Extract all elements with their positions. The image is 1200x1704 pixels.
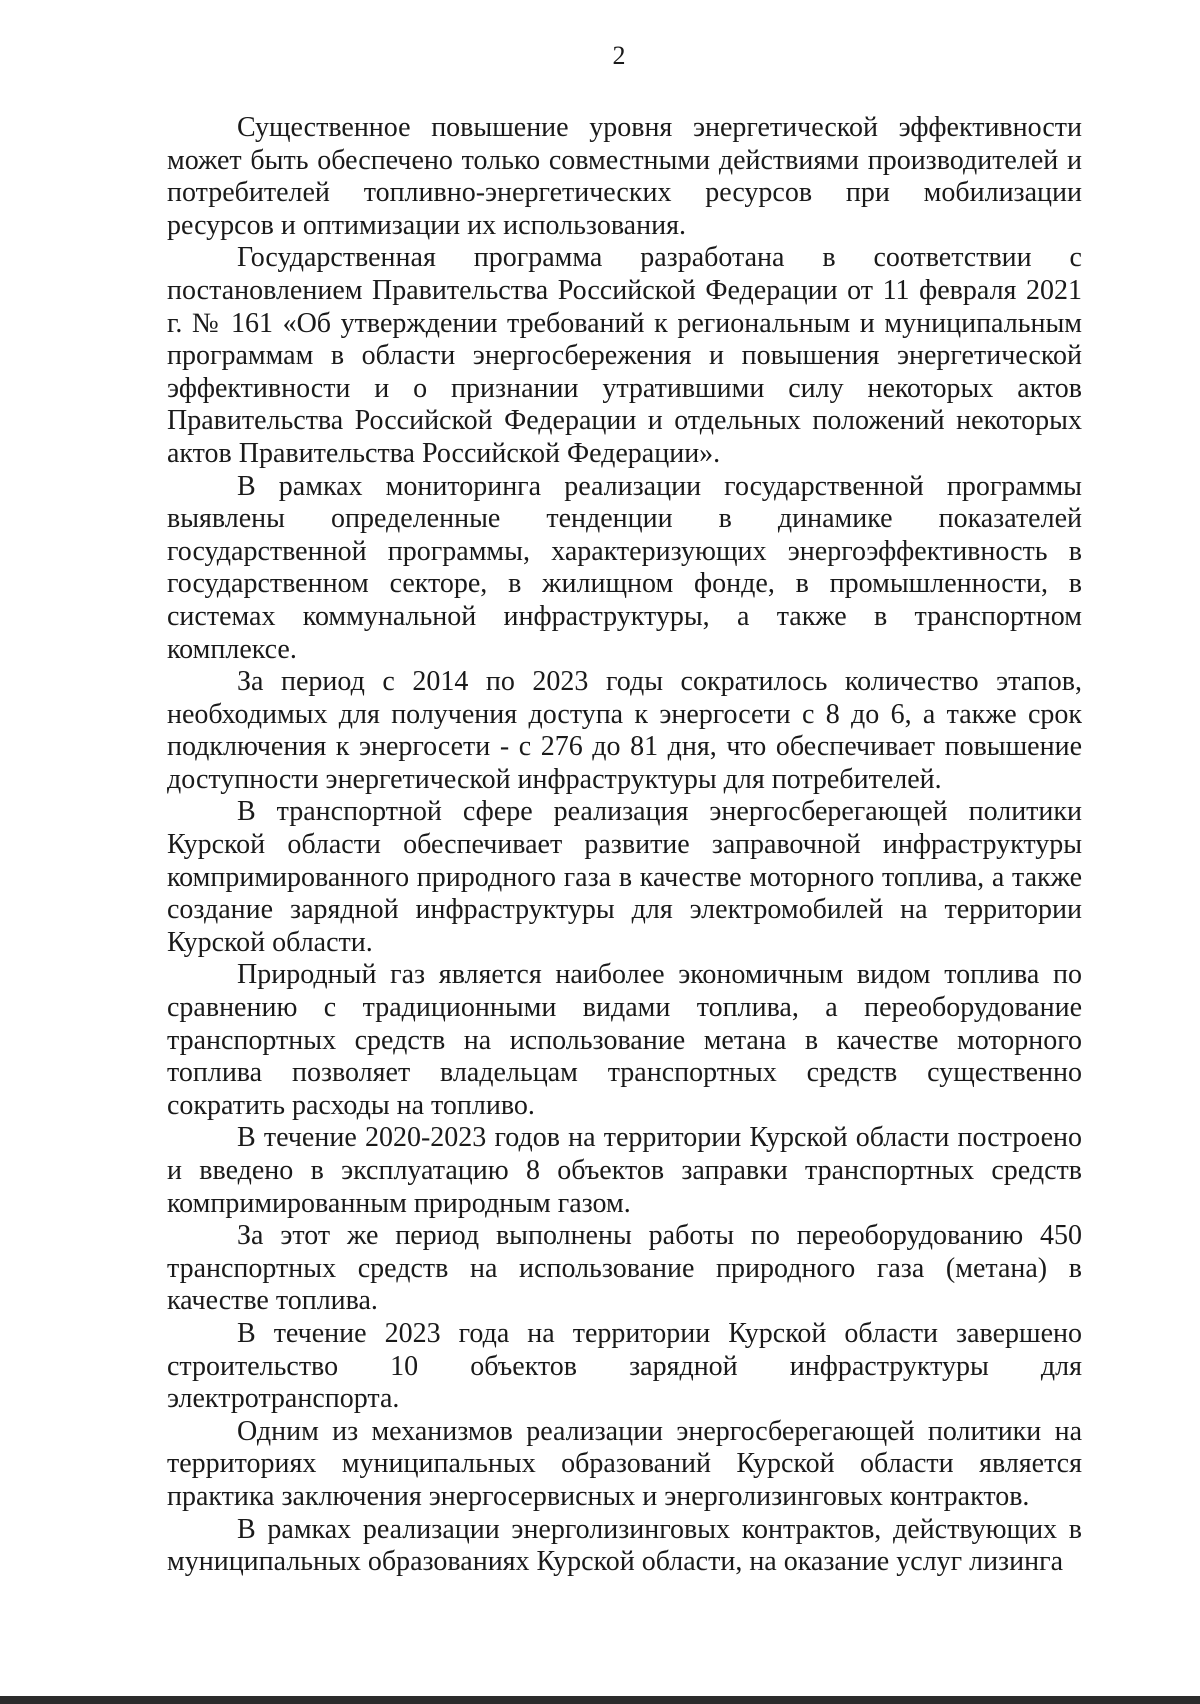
paragraph-transport-policy: В транспортной сфере реализация энергосберегающей политики Курской области обеспечивает развитие заправочной инфраструктуры компримированного природного газа в качестве моторного топлива, а также создание зарядной инфраструктуры для электромобилей на территории Курской области. (167, 796, 1082, 958)
paragraph-efficiency-intro: Существенное повышение уровня энергетической эффективности может быть обеспечено только совместными действиями производителей и потребителей топливно-энергетических ресурсов при мобилизации ресурсов и оптимизации их использования. (167, 112, 1082, 241)
paragraph-program-basis: Государственная программа разработана в соответствии с постановлением Правительства Российской Федерации от 11 февраля 2021 г. № 161 «Об утверждении требований к региональным и муниципальным программам в области энергосбережения и повышения энергетической эффективности и о признании утратившими силу некоторых актов Правительства Российской Федерации и отдельных положений некоторых актов Правительства Российской Федерации». (167, 242, 1082, 469)
document-body (167, 112, 1082, 1579)
paragraph-energy-contracts: Одним из механизмов реализации энергосберегающей политики на территориях муниципальных образований Курской области является практика заключения энергосервисных и энерголизинговых контрактов. (167, 1415, 1082, 1512)
paragraph-gas-stations: В течение 2020-2023 годов на территории Курской области построено и введено в эксплуатацию 8 объектов заправки транспортных средств компримированным природным газом. (167, 1122, 1082, 1219)
paragraph-natural-gas: Природный газ является наиболее экономичным видом топлива по сравнению с традиционными видами топлива, а переоборудование транспортных средств на использование метана в качестве моторного топлива позволяет владельцам транспортных средств существенно сократить расходы на топливо. (167, 959, 1082, 1121)
scan-bottom-edge (0, 1696, 1200, 1704)
paragraph-grid-access: За период с 2014 по 2023 годы сократилось количество этапов, необходимых для получения доступа к энергосети с 8 до 6, а также срок подключения к энергосети - с 276 до 81 дня, что обеспечивает повышение доступности энергетической инфраструктуры для потребителей. (167, 666, 1082, 795)
paragraph-monitoring: В рамках мониторинга реализации государственной программы выявлены определенные тенденции в динамике показателей государственной программы, характеризующих энергоэффективность в государственном секторе, в жилищном фонде, в промышленности, в системах коммунальной инфраструктуры, а также в транспортном комплексе. (167, 470, 1082, 665)
paragraph-charging-stations: В течение 2023 года на территории Курской области завершено строительство 10 объектов зарядной инфраструктуры для электротранспорта. (167, 1317, 1082, 1415)
paragraph-vehicle-conversion: За этот же период выполнены работы по переоборудованию 450 транспортных средств на использование природного газа (метана) в качестве топлива. (167, 1220, 1082, 1317)
page-number: 2 (612, 41, 626, 70)
paragraph-leasing: В рамках реализации энерголизинговых контрактов, действующих в муниципальных образованиях Курской области, на оказание услуг лизинга (167, 1513, 1082, 1578)
